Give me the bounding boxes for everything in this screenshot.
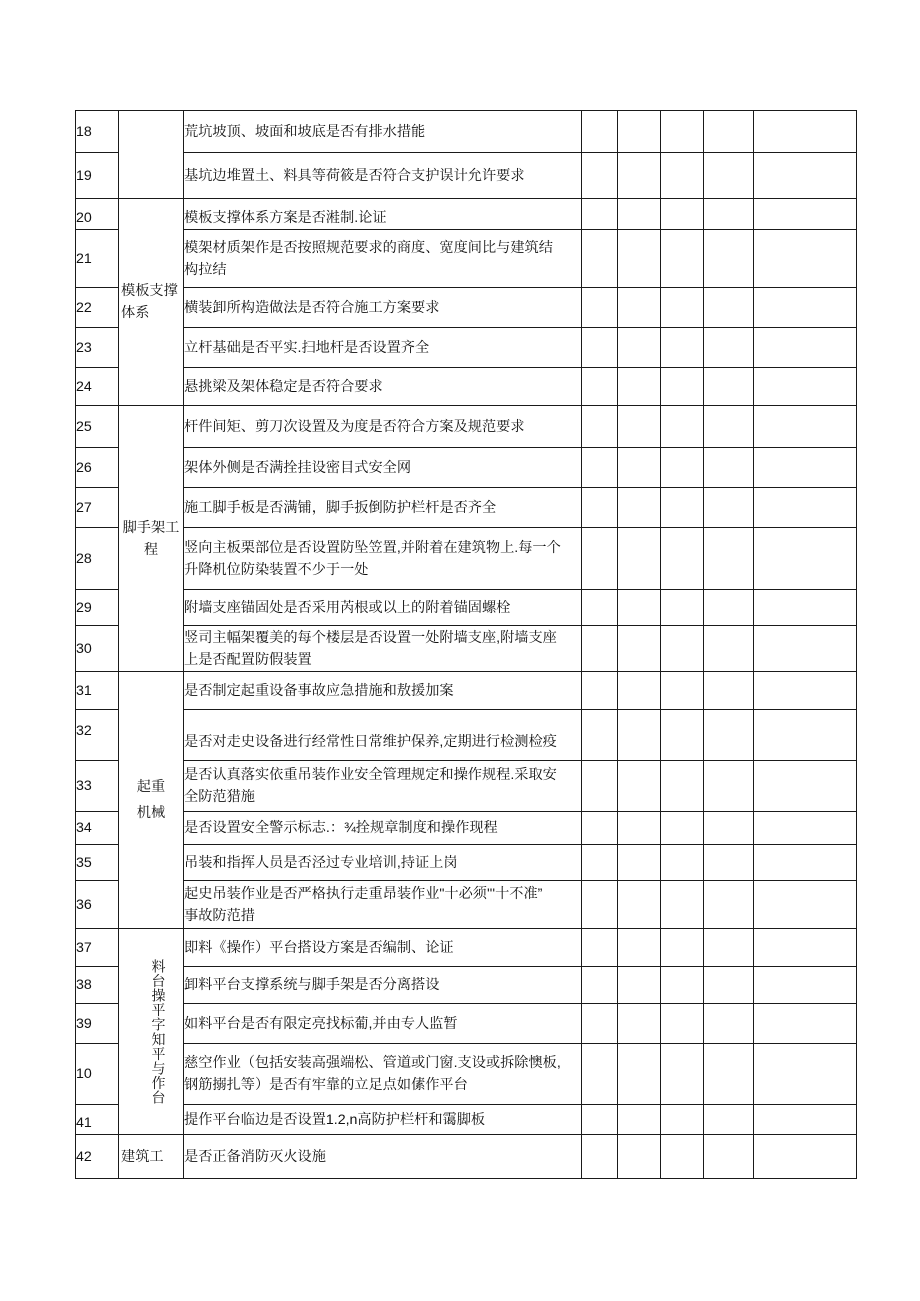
blank-cell bbox=[618, 1135, 661, 1179]
blank-cell bbox=[582, 111, 618, 153]
blank-cell bbox=[754, 929, 857, 967]
blank-cell bbox=[618, 111, 661, 153]
blank-cell bbox=[754, 488, 857, 528]
blank-cell bbox=[661, 761, 704, 812]
blank-cell bbox=[582, 1105, 618, 1135]
blank-cell bbox=[582, 230, 618, 288]
blank-cell bbox=[754, 528, 857, 590]
blank-cell bbox=[661, 626, 704, 672]
blank-cell bbox=[618, 1044, 661, 1105]
table-row bbox=[76, 328, 857, 368]
blank-cell bbox=[582, 761, 618, 812]
table-row bbox=[76, 288, 857, 328]
blank-cell bbox=[618, 368, 661, 406]
blank-cell bbox=[661, 328, 704, 368]
category-platform-label: 料台操平字知平与作台 bbox=[150, 959, 167, 1105]
blank-cell bbox=[704, 528, 754, 590]
blank-cell bbox=[661, 967, 704, 1004]
check-item: 基坑边堆置土、料具等荷筱是否符合支护误计允许要求 bbox=[184, 153, 582, 199]
row-number: 30 bbox=[76, 626, 119, 672]
blank-cell bbox=[582, 929, 618, 967]
row-number: 22 bbox=[76, 288, 119, 328]
blank-cell bbox=[661, 368, 704, 406]
blank-cell bbox=[754, 288, 857, 328]
table-row bbox=[76, 845, 857, 881]
table-row bbox=[76, 406, 857, 448]
check-item: 是否对走史设备进行经常性日常维护保养,定期进行检测检疫 bbox=[184, 710, 582, 761]
table-row bbox=[76, 448, 857, 488]
check-item: 附墙支座锚固处是否采用芮根或以上的附着锚固螺栓 bbox=[184, 590, 582, 626]
blank-cell bbox=[661, 881, 704, 929]
blank-cell bbox=[618, 626, 661, 672]
blank-cell bbox=[582, 710, 618, 761]
blank-cell bbox=[704, 881, 754, 929]
blank-cell bbox=[582, 328, 618, 368]
blank-cell bbox=[582, 528, 618, 590]
blank-cell bbox=[754, 153, 857, 199]
blank-cell bbox=[582, 1044, 618, 1105]
check-item: 如料平台是否有限定亮找标葡,并由专人监暂 bbox=[184, 1004, 582, 1044]
blank-cell bbox=[704, 111, 754, 153]
blank-cell bbox=[582, 812, 618, 845]
blank-cell bbox=[754, 230, 857, 288]
check-item: 起史吊装作业是否严格执行走重昂装作业"十必须'''十不准” 事故防范措 bbox=[184, 881, 582, 929]
row-number: 24 bbox=[76, 368, 119, 406]
table-row bbox=[76, 710, 857, 761]
table-row bbox=[76, 967, 857, 1004]
blank-cell bbox=[704, 199, 754, 230]
table-row bbox=[76, 368, 857, 406]
blank-cell bbox=[661, 528, 704, 590]
row-number: 28 bbox=[76, 528, 119, 590]
row-number: 39 bbox=[76, 1004, 119, 1044]
blank-cell bbox=[618, 881, 661, 929]
check-item: 模架材质架作是否按照规范要求的商度、宽度间比与建筑结 构拉结 bbox=[184, 230, 582, 288]
row-number: 18 bbox=[76, 111, 119, 153]
blank-cell bbox=[582, 881, 618, 929]
row-number: 21 bbox=[76, 230, 119, 288]
blank-cell bbox=[582, 199, 618, 230]
blank-cell bbox=[618, 406, 661, 448]
blank-cell bbox=[582, 368, 618, 406]
blank-cell bbox=[754, 710, 857, 761]
category-hoisting: 起重 机械 bbox=[119, 672, 184, 929]
blank-cell bbox=[754, 672, 857, 710]
blank-cell bbox=[704, 710, 754, 761]
blank-cell bbox=[661, 1004, 704, 1044]
blank-cell bbox=[618, 1105, 661, 1135]
blank-cell bbox=[754, 328, 857, 368]
blank-cell bbox=[661, 448, 704, 488]
blank-cell bbox=[582, 288, 618, 328]
blank-cell bbox=[754, 761, 857, 812]
blank-cell bbox=[704, 967, 754, 1004]
blank-cell bbox=[582, 967, 618, 1004]
table-row bbox=[76, 230, 857, 288]
blank-cell bbox=[754, 1105, 857, 1135]
blank-cell bbox=[754, 1044, 857, 1105]
row-number: 19 bbox=[76, 153, 119, 199]
check-item: 模板支撑体系方案是否溎制.论证 bbox=[184, 199, 582, 230]
blank-cell bbox=[618, 672, 661, 710]
blank-cell bbox=[618, 845, 661, 881]
blank-cell bbox=[754, 967, 857, 1004]
category-scaffold: 脚手架工 程 bbox=[119, 406, 184, 672]
blank-cell bbox=[704, 153, 754, 199]
check-item: 是否正备消防灭火设施 bbox=[184, 1135, 582, 1179]
blank-cell bbox=[704, 488, 754, 528]
blank-cell bbox=[661, 929, 704, 967]
blank-cell bbox=[661, 1044, 704, 1105]
blank-cell bbox=[754, 812, 857, 845]
blank-cell bbox=[582, 672, 618, 710]
blank-cell bbox=[582, 590, 618, 626]
blank-cell bbox=[618, 710, 661, 761]
check-item: 竖向主板栗部位是否设置防坠笠置,并附着在建筑物上.每一个 升降机位防染装置不少于一处 bbox=[184, 528, 582, 590]
row-number: 32 bbox=[76, 710, 119, 761]
blank-cell bbox=[704, 845, 754, 881]
category-template-support: 模板支撑 体系 bbox=[119, 199, 184, 406]
blank-cell bbox=[754, 448, 857, 488]
table-row bbox=[76, 881, 857, 929]
blank-cell bbox=[661, 845, 704, 881]
blank-cell bbox=[582, 626, 618, 672]
row-number: 27 bbox=[76, 488, 119, 528]
blank-cell bbox=[618, 929, 661, 967]
check-item: 架体外侧是否满拴挂设密目式安全网 bbox=[184, 448, 582, 488]
blank-cell bbox=[618, 199, 661, 230]
table-row bbox=[76, 111, 857, 153]
blank-cell bbox=[661, 406, 704, 448]
blank-cell bbox=[661, 590, 704, 626]
check-item: 是否设置安全警示标志.：¾拴规章制度和操作现程 bbox=[184, 812, 582, 845]
blank-cell bbox=[661, 199, 704, 230]
row-number: 41 bbox=[76, 1105, 119, 1135]
row-number: 34 bbox=[76, 812, 119, 845]
row-number: 25 bbox=[76, 406, 119, 448]
blank-cell bbox=[704, 626, 754, 672]
row-number: 29 bbox=[76, 590, 119, 626]
row-number: 26 bbox=[76, 448, 119, 488]
blank-cell bbox=[704, 761, 754, 812]
blank-cell bbox=[618, 230, 661, 288]
row-number: 31 bbox=[76, 672, 119, 710]
check-item: 提作平台临边是否设置1.2,n高防护栏杆和霭脚板 bbox=[184, 1105, 582, 1135]
blank-cell bbox=[618, 761, 661, 812]
check-item: 吊装和指挥人员是否泾过专业培训,持证上岗 bbox=[184, 845, 582, 881]
check-item: 是否制定起重设备事故应急措施和敖援加案 bbox=[184, 672, 582, 710]
blank-cell bbox=[704, 1135, 754, 1179]
blank-cell bbox=[704, 288, 754, 328]
row-number: 23 bbox=[76, 328, 119, 368]
check-item: 杆件间矩、剪刀次设置及为度是否符合方案及规范要求 bbox=[184, 406, 582, 448]
blank-cell bbox=[618, 488, 661, 528]
check-item: 是否认真落实依重吊装作业安全管理规定和操作规程.采取安 全防范猎施 bbox=[184, 761, 582, 812]
row-number: 38 bbox=[76, 967, 119, 1004]
blank-cell bbox=[704, 328, 754, 368]
table-row bbox=[76, 1044, 857, 1105]
blank-cell bbox=[704, 1105, 754, 1135]
blank-cell bbox=[661, 488, 704, 528]
row-number: 36 bbox=[76, 881, 119, 929]
blank-cell bbox=[704, 672, 754, 710]
check-item: 施工脚手板是否满铺，脚手扳倒防护栏杆是否齐全 bbox=[184, 488, 582, 528]
blank-cell bbox=[754, 845, 857, 881]
check-item: 即料《操作）平台搭设方案是否编制、论证 bbox=[184, 929, 582, 967]
blank-cell bbox=[704, 1044, 754, 1105]
table-row bbox=[76, 528, 857, 590]
blank-cell bbox=[754, 199, 857, 230]
blank-cell bbox=[618, 288, 661, 328]
blank-cell bbox=[618, 590, 661, 626]
blank-cell bbox=[704, 368, 754, 406]
category-platform bbox=[119, 929, 184, 1135]
blank-cell bbox=[618, 153, 661, 199]
blank-cell bbox=[618, 328, 661, 368]
blank-cell bbox=[704, 230, 754, 288]
blank-cell bbox=[661, 812, 704, 845]
table-row bbox=[76, 153, 857, 199]
blank-cell bbox=[618, 448, 661, 488]
blank-cell bbox=[754, 626, 857, 672]
row-number: 10 bbox=[76, 1044, 119, 1105]
blank-cell bbox=[661, 710, 704, 761]
category-cell-empty bbox=[119, 111, 184, 199]
safety-checklist-table bbox=[75, 110, 857, 1179]
blank-cell bbox=[754, 881, 857, 929]
table-row bbox=[76, 1105, 857, 1135]
blank-cell bbox=[661, 1135, 704, 1179]
blank-cell bbox=[704, 812, 754, 845]
blank-cell bbox=[582, 845, 618, 881]
blank-cell bbox=[661, 1105, 704, 1135]
category-construction: 建筑工 bbox=[119, 1135, 184, 1179]
blank-cell bbox=[661, 153, 704, 199]
check-item: 悬挑梁及架体稳定是否符合要求 bbox=[184, 368, 582, 406]
blank-cell bbox=[704, 1004, 754, 1044]
blank-cell bbox=[704, 590, 754, 626]
table-row bbox=[76, 812, 857, 845]
table-row bbox=[76, 761, 857, 812]
row-number: 37 bbox=[76, 929, 119, 967]
check-item: 卸料平台支撑系统与脚手架是否分离搭设 bbox=[184, 967, 582, 1004]
check-item: 荒坑坡顶、坡面和坡底是否有排水措能 bbox=[184, 111, 582, 153]
blank-cell bbox=[704, 929, 754, 967]
table-row bbox=[76, 1004, 857, 1044]
blank-cell bbox=[582, 1004, 618, 1044]
blank-cell bbox=[582, 406, 618, 448]
blank-cell bbox=[704, 406, 754, 448]
blank-cell bbox=[754, 1004, 857, 1044]
blank-cell bbox=[661, 230, 704, 288]
row-number: 20 bbox=[76, 199, 119, 230]
blank-cell bbox=[618, 812, 661, 845]
blank-cell bbox=[661, 111, 704, 153]
check-item: 竖司主幅架覆美的每个楼层是否设置一处附墙支座,附墙支座 上是否配置防假装置 bbox=[184, 626, 582, 672]
blank-cell bbox=[582, 1135, 618, 1179]
table-row bbox=[76, 1135, 857, 1179]
blank-cell bbox=[661, 288, 704, 328]
table-row bbox=[76, 199, 857, 230]
blank-cell bbox=[704, 448, 754, 488]
table-row bbox=[76, 626, 857, 672]
table-row bbox=[76, 672, 857, 710]
blank-cell bbox=[754, 1135, 857, 1179]
blank-cell bbox=[618, 528, 661, 590]
row-number: 33 bbox=[76, 761, 119, 812]
row-number: 42 bbox=[76, 1135, 119, 1179]
check-item: 立杆基础是否平实.扫地杆是否设置齐全 bbox=[184, 328, 582, 368]
check-item: 慈空作业（包括安装高强端松、管道或门窗.支设或拆除懊板, 钢筋搦扎等）是否有牢靠的立足点如傃作平台 bbox=[184, 1044, 582, 1105]
blank-cell bbox=[754, 590, 857, 626]
table-row bbox=[76, 929, 857, 967]
blank-cell bbox=[661, 672, 704, 710]
blank-cell bbox=[582, 448, 618, 488]
check-item: 横装卸所构造做法是否符合施工方案要求 bbox=[184, 288, 582, 328]
blank-cell bbox=[754, 368, 857, 406]
blank-cell bbox=[618, 1004, 661, 1044]
blank-cell bbox=[618, 967, 661, 1004]
table-row bbox=[76, 590, 857, 626]
table-row bbox=[76, 488, 857, 528]
row-number: 35 bbox=[76, 845, 119, 881]
blank-cell bbox=[754, 406, 857, 448]
blank-cell bbox=[754, 111, 857, 153]
blank-cell bbox=[582, 153, 618, 199]
blank-cell bbox=[582, 488, 618, 528]
